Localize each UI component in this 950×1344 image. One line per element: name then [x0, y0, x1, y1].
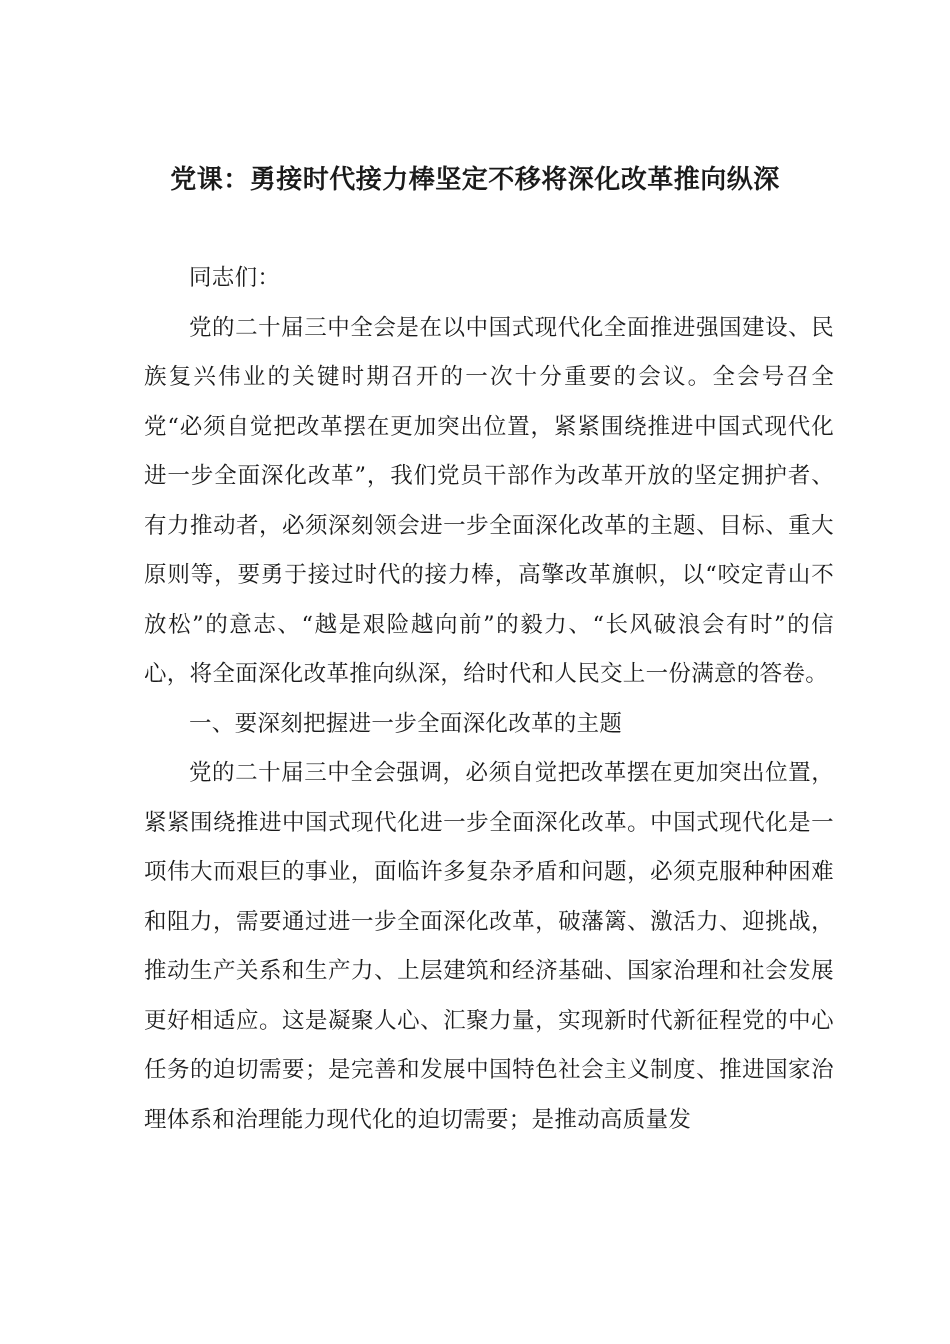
- salutation: 同志们：: [189, 265, 281, 291]
- document-title: 党课：勇接时代接力棒坚定不移将深化改革推向纵深: [170, 165, 780, 195]
- intro-paragraph: 党的二十届三中全会是在以中国式现代化全面推进强国建设、民族复兴伟业的关键时期召开的一次十分重要的会议。全会号召全党“必须自觉把改革摆在更加突出位置，紧紧围绕推进中国式现代化进一步全面深化改革”，我们党员干部作为改革开放的坚定拥护者、有力推动者，必须深刻领会进一步全面深化改革的主题、目标、重大原则等，要勇于接过时代的接力棒，高擎改革旗帜，以“咬定青山不放松”的意志、“越是艰险越向前”的毅力、“长风破浪会有时”的信心，将全面深化改革推向纵深，给时代和人民交上一份满意的答卷。: [144, 314, 834, 687]
- section-paragraph-1: 党的二十届三中全会强调，必须自觉把改革摆在更加突出位置，紧紧围绕推进中国式现代化进一步全面深化改革。中国式现代化是一项伟大而艰巨的事业，面临许多复杂矛盾和问题，必须克服种种困难和阻力，需要通过进一步全面深化改革，破藩篱、激活力、迎挑战，推动生产关系和生产力、上层建筑和经济基础、国家治理和社会发展更好相适应。这是凝聚人心、汇聚力量，实现新时代新征程党的中心任务的迫切需要；是完善和发展中国特色社会主义制度、推进国家治理体系和治理能力现代化的迫切需要；是推动高质量发: [144, 760, 834, 1133]
- document-body: [144, 254, 834, 1145]
- section-heading-1: 一、要深刻把握进一步全面深化改革的主题: [189, 710, 623, 737]
